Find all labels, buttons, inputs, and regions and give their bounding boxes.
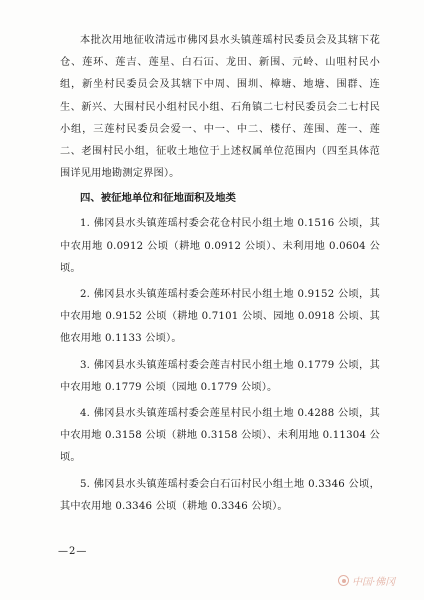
land-item-4: 4. 佛冈县水头镇莲瑶村委会莲星村民小组土地 0.4288 公顷，其中农用地 0.3158 公顷（耕地 0.3158 公顷）、未利用地 0.11304 公顷。 — [60, 408, 380, 464]
land-item-3: 3. 佛冈县水头镇莲瑶村委会莲吉村民小组土地 0.1779 公顷，其中农用地 0.1779 公顷（园地 0.1779 公顷）。 — [60, 359, 380, 393]
land-item-2: 2. 佛冈县水头镇莲瑶村委会莲环村民小组土地 0.9152 公顷，其中农用地 0.9152 公顷（耕地 0.7101 公顷、园地 0.0918 公顷、其他农用地 0.1133 公顷）。 — [60, 289, 380, 345]
watermark — [338, 573, 395, 588]
intro-paragraph: 本批次用地征收清远市佛冈县水头镇莲瑶村民委员会及其辖下花仓、莲环、莲吉、莲星、白石冚、龙田、新围、元岭、山咀村民小组，新坐村民委员会及其辖下中周、围圳、樟塘、地塘、围群、连生、新兴、大围村民小组村民小组、石角镇二七村民委员会二七村民小组，三莲村民委员会爱一、中一、中二、楼仔、莲围、莲一、莲二、老围村民小组，征收土地位于上述权属单位范围内（四至具体范围详见用地勘测定界图）。 — [60, 35, 380, 180]
section-heading: 四、被征地单位和征地面积及地类 — [80, 192, 236, 205]
document-body — [60, 30, 380, 518]
land-item-1: 1. 佛冈县水头镇莲瑶村委会花仓村民小组土地 0.1516 公顷，其中农用地 0.0912 公顷（耕地 0.0912 公顷）、未利用地 0.0604 公顷。 — [60, 218, 380, 274]
watermark-text: 中国·佛冈 — [352, 577, 396, 588]
land-item-5: 5. 佛冈县水头镇莲瑶村委会白石冚村民小组土地 0.3346 公顷，其中农用地 0.3346 公顷（耕地 0.3346 公顷）。 — [60, 478, 380, 512]
emblem-icon — [338, 575, 349, 586]
page-number: —2— — [58, 546, 88, 557]
